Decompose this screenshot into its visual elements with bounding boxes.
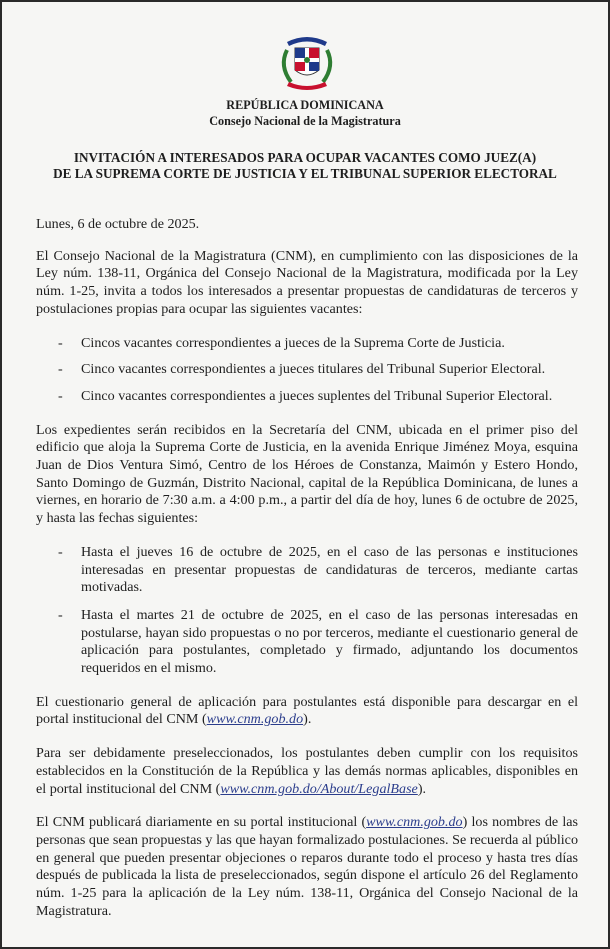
publication-text-end: ) los nombres de las personas que sean propuestas y las que hayan formalizado postulaciones. Se recuerda al público en general que pueden presentar objeciones o reparos durante todo el proceso y hasta tres días después de publicada la lista de preseleccionados, según dispone el artículo 26 del Reglamento núm. 1-25 para la aplicación de la Ley núm. 138-11, Orgánica del Consejo Nacional de la Magistratura. xyxy=(36,814,578,919)
dash-bullet: - xyxy=(58,387,63,404)
notice-body xyxy=(36,216,578,937)
publication-paragraph xyxy=(36,814,578,920)
list-item xyxy=(36,607,578,678)
reception-paragraph: Los expedientes serán recibidos en la Secretaría del CNM, ubicada en el primer piso del edificio que aloja la Suprema Corte de Justicia, en la avenida Enrique Jiménez Moya, esquina Juan de Dios Ventura Simó, Centro de los Héroes de Constanza, Maimón y Estero Hondo, Santo Domingo de Guzmán, Distrito Nacional, capital de la República Dominicana, de lunes a viernes, en horario de 7:30 a.m. a 4:00 p.m., a partir del día de hoy, lunes 6 de octubre de 2025, y hasta las fechas siguientes: xyxy=(36,421,578,527)
institution-heading: Consejo Nacional de la Magistratura xyxy=(209,114,401,128)
vacancies-list xyxy=(36,335,578,406)
list-item-text: Cinco vacantes correspondientes a jueces suplentes del Tribunal Superior Electoral. xyxy=(81,387,553,404)
title-line-2: DE LA SUPREMA CORTE DE JUSTICIA Y EL TRIBUNAL SUPERIOR ELECTORAL xyxy=(53,166,557,181)
country-heading: REPÚBLICA DOMINICANA xyxy=(226,98,384,112)
list-item-text: Cincos vacantes correspondientes a jueces de la Suprema Corte de Justicia. xyxy=(81,334,505,351)
list-item xyxy=(36,361,578,379)
coat-of-arms-icon xyxy=(275,30,339,94)
list-item xyxy=(36,544,578,597)
dash-bullet: - xyxy=(58,543,63,560)
dash-bullet: - xyxy=(58,606,63,623)
questionnaire-paragraph xyxy=(36,694,578,729)
intro-paragraph: El Consejo Nacional de la Magistratura (CNM), en cumplimiento con las disposiciones de la Ley núm. 138-11, Orgánica del Consejo Nacional de la Magistratura, modificada por la Ley núm. 1-25, invita a todos los interesados a presentar propuestas de candidaturas de terceros y postulaciones propias para ocupar las siguientes vacantes: xyxy=(36,247,578,317)
requirements-paragraph xyxy=(36,745,578,798)
deadlines-list xyxy=(36,544,578,678)
cnm-portal-link[interactable]: www.cnm.gob.do xyxy=(206,711,304,728)
requirements-text-end: ). xyxy=(417,780,427,797)
legal-base-link[interactable]: www.cnm.gob.do/About/LegalBase xyxy=(220,780,418,797)
dash-bullet: - xyxy=(58,334,63,351)
list-item-text: Hasta el martes 21 de octubre de 2025, en el caso de las personas interesadas en postularse, hayan sido propuestas o no por terceros, mediante el cuestionario general de aplicación para postulantes, completado y firmado, adjuntando los documentos requeridos en el mismo. xyxy=(81,606,578,677)
title-line-1: INVITACIÓN A INTERESADOS PARA OCUPAR VACANTES COMO JUEZ(A) xyxy=(73,150,537,165)
questionnaire-text: El cuestionario general de aplicación para postulantes está disponible para descargar en el portal institucional del CNM ( xyxy=(36,693,578,728)
notice-title xyxy=(2,150,608,182)
questionnaire-text-end: ). xyxy=(303,711,312,728)
list-item xyxy=(36,335,578,353)
list-item-text: Hasta el jueves 16 de octubre de 2025, en el caso de las personas e instituciones interesadas en presentar propuestas de candidaturas de terceros, mediante cartas motivadas. xyxy=(81,543,578,596)
notice-date: Lunes, 6 de octubre de 2025. xyxy=(36,216,200,232)
publication-text: El CNM publicará diariamente en su portal institucional ( xyxy=(36,814,367,831)
cnm-portal-link[interactable]: www.cnm.gob.do xyxy=(366,814,463,831)
list-item xyxy=(36,388,578,406)
requirements-text: Para ser debidamente preseleccionados, los postulantes deben cumplir con los requisitos establecidos en la Constitución de la República y las demás normas aplicables, disponibles en el portal institucional del CNM ( xyxy=(36,745,578,797)
list-item-text: Cinco vacantes correspondientes a jueces titulares del Tribunal Superior Electoral. xyxy=(81,361,546,378)
dash-bullet: - xyxy=(58,361,63,378)
